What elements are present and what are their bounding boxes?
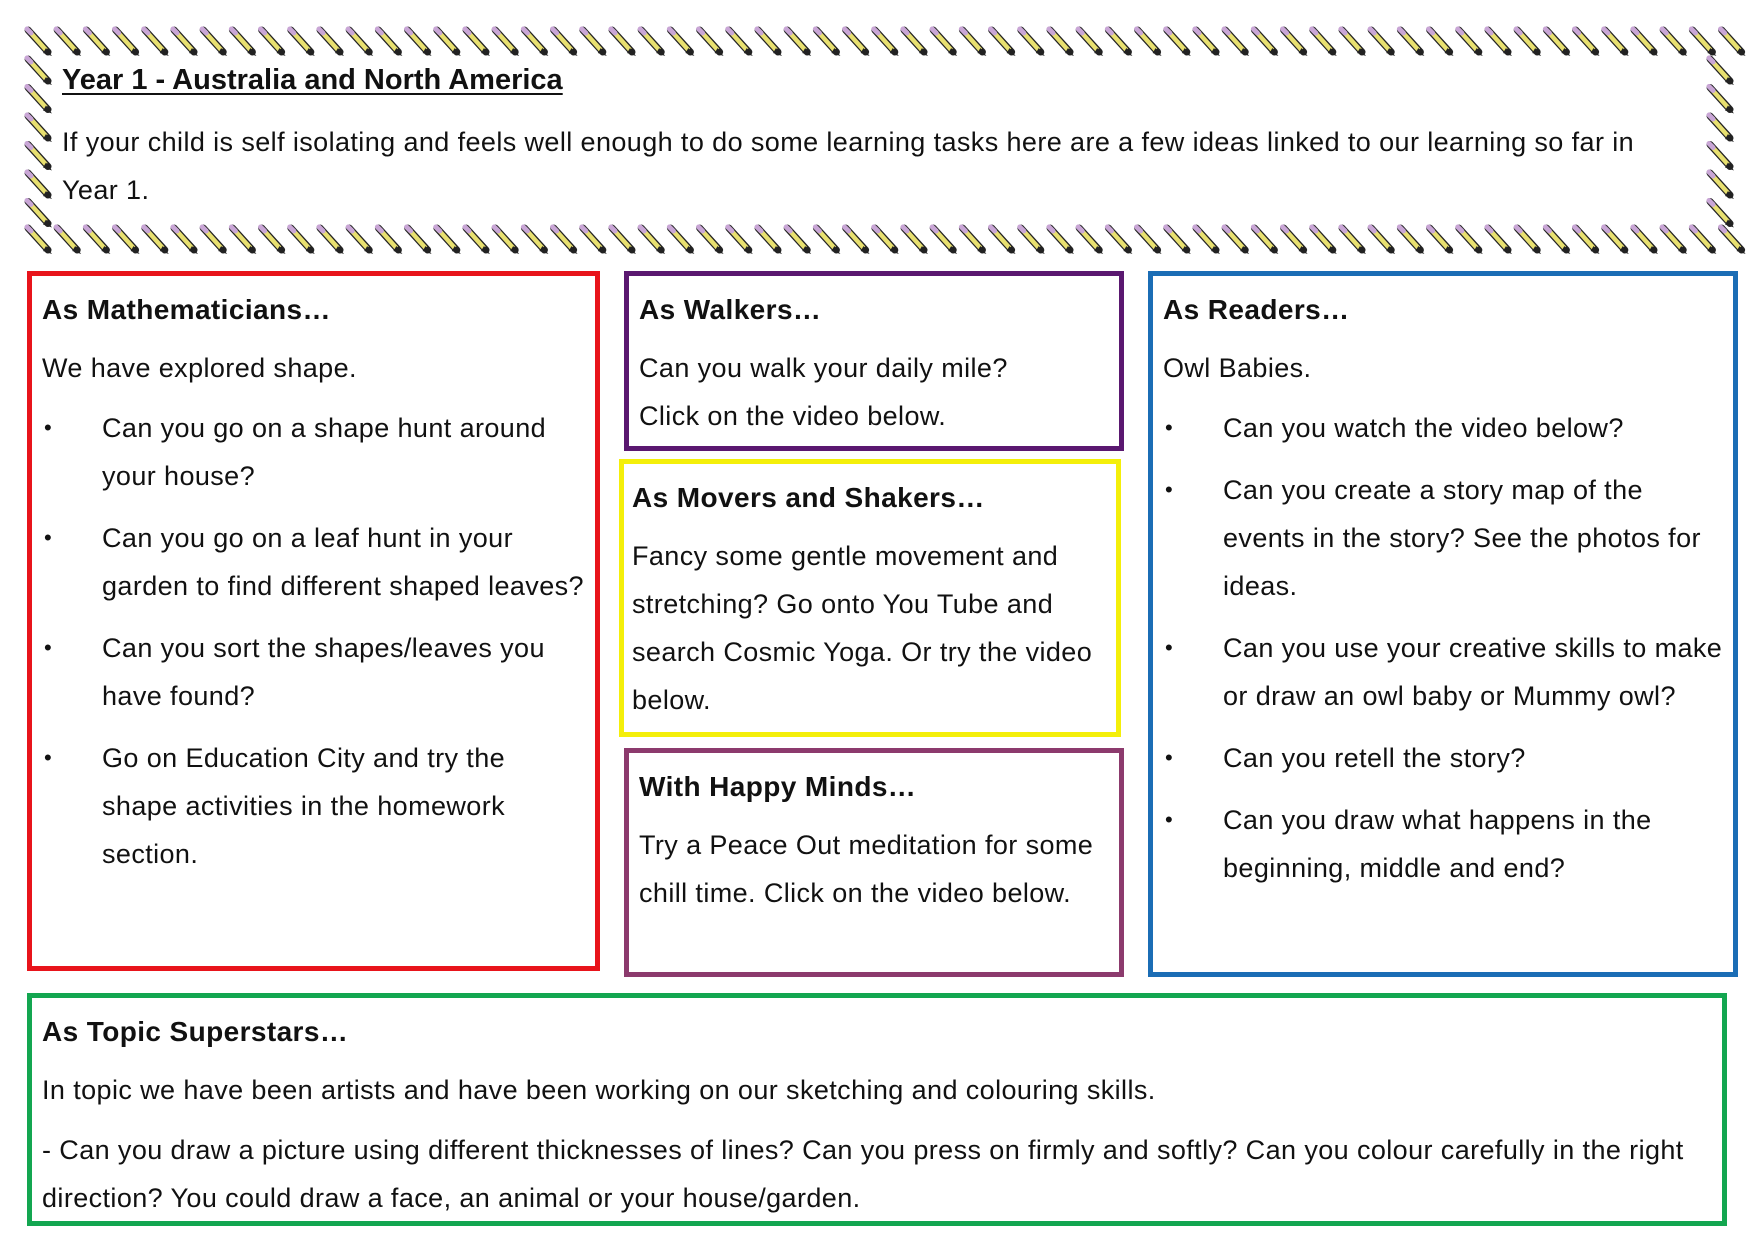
pencil-icon: [1020, 227, 1045, 254]
list-item: [42, 734, 585, 878]
pencil-icon: [494, 29, 519, 56]
pencil-icon: [290, 29, 315, 56]
pencil-icon: [874, 29, 899, 56]
pencil-icon: [27, 29, 52, 56]
pencil-icon: [27, 87, 52, 114]
pencil-icon: [231, 29, 256, 56]
pencil-icon: [27, 227, 52, 254]
pencil-icon: [1662, 227, 1687, 254]
bullet-icon: •: [1165, 745, 1174, 770]
pencil-icon: [991, 227, 1016, 254]
pencil-icon: [1545, 29, 1570, 56]
pencil-icon: [611, 227, 636, 254]
pencil-icon: [523, 227, 548, 254]
list-item: [42, 624, 585, 720]
happy-minds-text: Try a Peace Out meditation for some chill time. Click on the video below.: [639, 830, 1094, 908]
pencil-icon: [407, 227, 432, 254]
list-item-text: Can you use your creative skills to make or draw an owl baby or Mummy owl?: [1223, 633, 1723, 711]
pencil-icon: [1633, 227, 1658, 254]
pencil-icon: [290, 227, 315, 254]
pencil-icon: [553, 227, 578, 254]
list-item: [1163, 734, 1723, 782]
pencil-icon: [465, 29, 490, 56]
pencil-icon: [786, 29, 811, 56]
happy-minds-box: [624, 748, 1124, 977]
pencil-icon: [27, 144, 52, 171]
bullet-icon: •: [44, 525, 53, 550]
pencil-icon: [85, 227, 110, 254]
pencil-icon: [1224, 227, 1249, 254]
pencil-icon: [932, 227, 957, 254]
pencil-icon: [1575, 29, 1600, 56]
list-item-text: Can you go on a shape hunt around your house?: [102, 413, 547, 491]
walkers-line-1: Can you walk your daily mile?: [639, 353, 1008, 383]
pencil-icon: [1429, 227, 1454, 254]
pencil-icon: [85, 29, 110, 56]
bullet-icon: •: [1165, 477, 1174, 502]
pencil-icon: [1283, 227, 1308, 254]
readers-box: [1148, 271, 1738, 977]
pencil-icon: [436, 227, 461, 254]
pencil-icon: [757, 29, 782, 56]
pencil-icon: [436, 29, 461, 56]
pencil-icon: [27, 58, 52, 85]
pencil-icon: [1721, 227, 1746, 254]
pencil-icon: [961, 227, 986, 254]
pencil-icon: [786, 227, 811, 254]
list-item-text: Can you watch the video below?: [1223, 413, 1624, 443]
pencil-icon: [1195, 29, 1220, 56]
pencil-icon: [144, 227, 169, 254]
pencil-icon: [27, 115, 52, 142]
pencil-icon: [1312, 29, 1337, 56]
pencil-icon: [699, 227, 724, 254]
pencil-icon: [407, 29, 432, 56]
pencil-icon: [611, 29, 636, 56]
pencil-icon: [669, 29, 694, 56]
pencil-icon: [1691, 227, 1716, 254]
list-item-text: Can you sort the shapes/leaves you have found?: [102, 633, 545, 711]
topic-heading: As Topic Superstars…: [42, 1016, 349, 1047]
page-title: Year 1 - Australia and North America: [62, 64, 563, 96]
pencil-icon: [1370, 29, 1395, 56]
pencil-icon: [1691, 29, 1716, 56]
pencil-icon: [1487, 29, 1512, 56]
pencil-icon: [1370, 227, 1395, 254]
pencil-icon: [553, 29, 578, 56]
pencil-icon: [991, 29, 1016, 56]
pencil-icon: [494, 227, 519, 254]
pencil-icon: [1253, 29, 1278, 56]
bullet-icon: •: [1165, 807, 1174, 832]
pencil-icon: [1137, 29, 1162, 56]
pencil-icon: [1709, 201, 1734, 228]
pencil-icon: [1429, 29, 1454, 56]
pencil-icon: [582, 29, 607, 56]
pencil-icon: [319, 29, 344, 56]
list-item: [42, 514, 585, 610]
pencil-icon: [1078, 29, 1103, 56]
pencil-icon: [669, 227, 694, 254]
pencil-icon: [728, 227, 753, 254]
pencil-icon: [1545, 227, 1570, 254]
pencil-icon: [1107, 29, 1132, 56]
pencil-icon: [1107, 227, 1132, 254]
pencil-icon: [1253, 227, 1278, 254]
pencil-icon: [56, 227, 81, 254]
pencil-icon: [1604, 29, 1629, 56]
list-item: [1163, 796, 1723, 892]
pencil-icon: [202, 29, 227, 56]
list-item: [1163, 466, 1723, 610]
movers-shakers-text: Fancy some gentle movement and stretching? Go onto You Tube and search Cosmic Yoga. Or try the video below.: [632, 541, 1093, 715]
bullet-icon: •: [1165, 415, 1174, 440]
walkers-line-2: Click on the video below.: [639, 401, 947, 431]
pencil-icon: [1020, 29, 1045, 56]
pencil-icon: [874, 227, 899, 254]
pencil-icon: [173, 227, 198, 254]
pencil-icon: [115, 227, 140, 254]
pencil-icon: [582, 227, 607, 254]
list-item: [1163, 404, 1723, 452]
readers-intro: Owl Babies.: [1163, 353, 1312, 383]
pencil-icon: [1049, 29, 1074, 56]
pencil-icon: [348, 227, 373, 254]
pencil-icon: [1604, 227, 1629, 254]
pencil-icon: [1458, 29, 1483, 56]
pencil-icon: [261, 227, 286, 254]
pencil-icon: [1312, 227, 1337, 254]
pencil-icon: [144, 29, 169, 56]
happy-minds-heading: With Happy Minds…: [639, 771, 917, 802]
pencil-icon: [757, 227, 782, 254]
pencil-icon: [640, 29, 665, 56]
pencil-icon: [845, 29, 870, 56]
list-item-text: Can you create a story map of the events in the story? See the photos for ideas.: [1223, 475, 1701, 601]
list-item-text: Can you draw what happens in the beginning, middle and end?: [1223, 805, 1652, 883]
pencil-icon: [1078, 227, 1103, 254]
pencil-icon: [348, 29, 373, 56]
pencil-icon: [27, 172, 52, 199]
pencil-icon: [465, 227, 490, 254]
list-item-text: Can you retell the story?: [1223, 743, 1526, 773]
bullet-icon: •: [44, 635, 53, 660]
pencil-icon: [728, 29, 753, 56]
pencil-icon: [932, 29, 957, 56]
pencil-icon: [1399, 227, 1424, 254]
mathematicians-intro: We have explored shape.: [42, 353, 357, 383]
pencil-icon: [56, 29, 81, 56]
intro-text: If your child is self isolating and feels well enough to do some learning tasks here are a few ideas linked to our learning so far in Year 1.: [62, 127, 1635, 205]
pencil-icon: [1166, 227, 1191, 254]
pencil-icon: [27, 201, 52, 228]
page-header: [62, 60, 1682, 214]
pencil-icon: [1662, 29, 1687, 56]
pencil-icon: [1283, 29, 1308, 56]
pencil-icon: [231, 227, 256, 254]
pencil-icon: [1633, 29, 1658, 56]
pencil-icon: [1709, 87, 1734, 114]
list-item-text: Can you go on a leaf hunt in your garden to find different shaped leaves?: [102, 523, 584, 601]
movers-shakers-box: [619, 459, 1121, 737]
mathematicians-heading: As Mathematicians…: [42, 294, 331, 325]
pencil-icon: [903, 29, 928, 56]
pencil-icon: [640, 227, 665, 254]
pencil-icon: [1137, 227, 1162, 254]
pencil-icon: [903, 227, 928, 254]
readers-heading: As Readers…: [1163, 294, 1350, 325]
topic-intro: In topic we have been artists and have been working on our sketching and colouring skills.: [42, 1075, 1156, 1105]
list-item: [42, 404, 585, 500]
mathematicians-box: [27, 271, 600, 971]
bullet-icon: •: [44, 745, 53, 770]
pencil-icon: [1709, 58, 1734, 85]
pencil-icon: [1195, 227, 1220, 254]
list-item: [1163, 624, 1723, 720]
pencil-icon: [261, 29, 286, 56]
pencil-icon: [1709, 144, 1734, 171]
pencil-icon: [1049, 227, 1074, 254]
pencil-icon: [1224, 29, 1249, 56]
pencil-icon: [115, 29, 140, 56]
pencil-icon: [1166, 29, 1191, 56]
pencil-icon: [202, 227, 227, 254]
movers-shakers-heading: As Movers and Shakers…: [632, 482, 985, 513]
pencil-icon: [1575, 227, 1600, 254]
pencil-icon: [961, 29, 986, 56]
bullet-icon: •: [1165, 635, 1174, 660]
mathematicians-list: [42, 404, 585, 878]
pencil-icon: [1487, 227, 1512, 254]
pencil-icon: [377, 227, 402, 254]
pencil-icon: [1721, 29, 1746, 56]
pencil-icon: [815, 227, 840, 254]
pencil-icon: [377, 29, 402, 56]
topic-box: [27, 993, 1727, 1226]
pencil-icon: [1709, 172, 1734, 199]
topic-text: - Can you draw a picture using different thicknesses of lines? Can you press on firmly and softly? Can you colour carefully in the right direction? You could draw a face, an animal or your house/garden.: [42, 1135, 1684, 1213]
pencil-icon: [815, 29, 840, 56]
pencil-icon: [845, 227, 870, 254]
readers-list: [1163, 404, 1723, 892]
walkers-box: [624, 271, 1124, 451]
pencil-icon: [1516, 29, 1541, 56]
bullet-icon: •: [44, 415, 53, 440]
pencil-icon: [173, 29, 198, 56]
pencil-icon: [1709, 115, 1734, 142]
walkers-heading: As Walkers…: [639, 294, 822, 325]
pencil-icon: [319, 227, 344, 254]
pencil-icon: [1341, 227, 1366, 254]
pencil-icon: [1341, 29, 1366, 56]
list-item-text: Go on Education City and try the shape activities in the homework section.: [102, 743, 506, 869]
pencil-icon: [1399, 29, 1424, 56]
pencil-icon: [1458, 227, 1483, 254]
pencil-icon: [523, 29, 548, 56]
pencil-icon: [699, 29, 724, 56]
pencil-icon: [1516, 227, 1541, 254]
